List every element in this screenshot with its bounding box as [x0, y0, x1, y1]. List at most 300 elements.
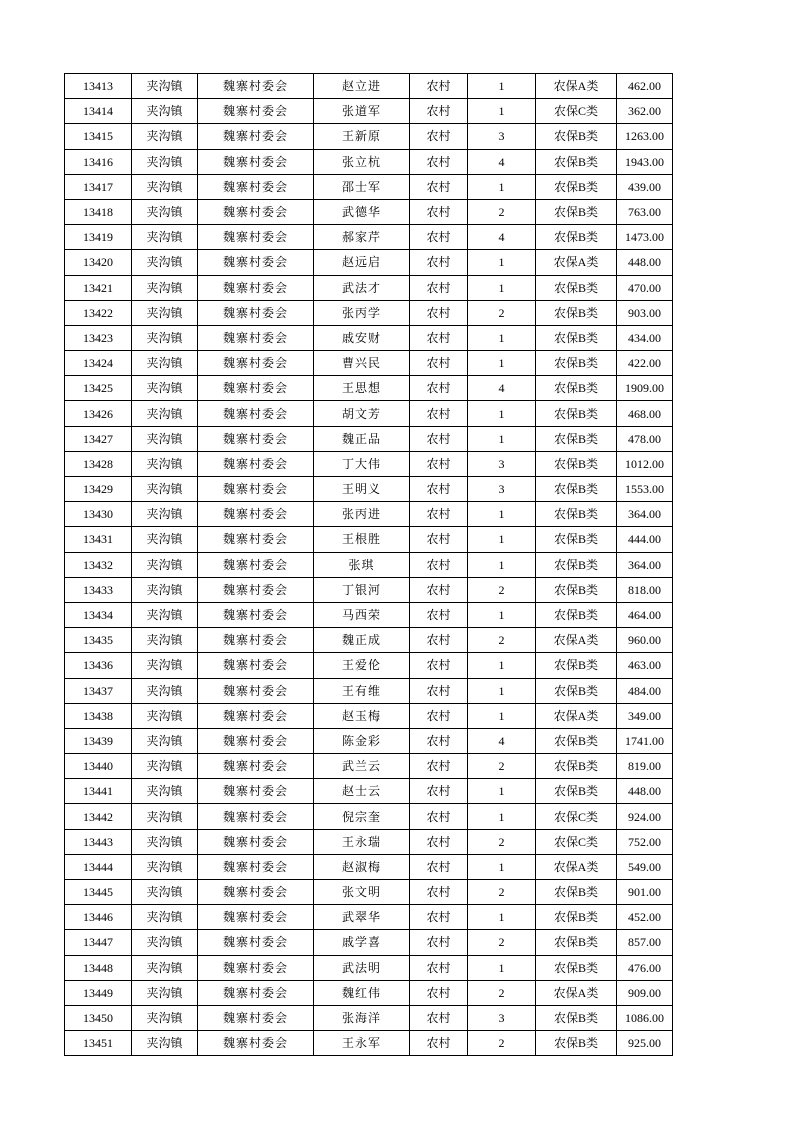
cell-category: 农保B类: [536, 930, 617, 955]
cell-category: 农保A类: [536, 74, 617, 99]
cell-count: 1: [468, 602, 536, 627]
cell-name: 丁大伟: [314, 451, 410, 476]
cell-amount: 1086.00: [617, 1005, 673, 1030]
cell-type: 农村: [410, 401, 468, 426]
cell-count: 2: [468, 300, 536, 325]
cell-category: 农保B类: [536, 275, 617, 300]
cell-name: 王爱伦: [314, 653, 410, 678]
cell-amount: 1741.00: [617, 728, 673, 753]
cell-name: 魏红伟: [314, 980, 410, 1005]
table-row: [65, 174, 673, 199]
cell-amount: 909.00: [617, 980, 673, 1005]
cell-amount: 901.00: [617, 880, 673, 905]
cell-category: 农保A类: [536, 628, 617, 653]
cell-town: 夹沟镇: [132, 225, 198, 250]
table-body: [65, 74, 673, 1056]
cell-id: 13425: [65, 376, 132, 401]
cell-count: 2: [468, 980, 536, 1005]
cell-type: 农村: [410, 779, 468, 804]
cell-category: 农保B类: [536, 905, 617, 930]
table-row: [65, 552, 673, 577]
table-row: [65, 199, 673, 224]
cell-type: 农村: [410, 829, 468, 854]
table-row: [65, 754, 673, 779]
cell-village: 魏寨村委会: [198, 250, 314, 275]
cell-village: 魏寨村委会: [198, 275, 314, 300]
cell-amount: 452.00: [617, 905, 673, 930]
cell-count: 2: [468, 1031, 536, 1056]
cell-amount: 1943.00: [617, 149, 673, 174]
cell-count: 3: [468, 124, 536, 149]
table-row: [65, 74, 673, 99]
cell-name: 马西荣: [314, 602, 410, 627]
cell-village: 魏寨村委会: [198, 703, 314, 728]
cell-count: 4: [468, 149, 536, 174]
cell-town: 夹沟镇: [132, 754, 198, 779]
cell-name: 陈金彩: [314, 728, 410, 753]
cell-category: 农保C类: [536, 99, 617, 124]
cell-town: 夹沟镇: [132, 426, 198, 451]
cell-count: 1: [468, 401, 536, 426]
table-row: [65, 980, 673, 1005]
cell-town: 夹沟镇: [132, 149, 198, 174]
cell-name: 武法才: [314, 275, 410, 300]
cell-category: 农保B类: [536, 653, 617, 678]
cell-town: 夹沟镇: [132, 401, 198, 426]
table-row: [65, 829, 673, 854]
cell-village: 魏寨村委会: [198, 552, 314, 577]
cell-count: 1: [468, 426, 536, 451]
cell-id: 13431: [65, 527, 132, 552]
cell-town: 夹沟镇: [132, 577, 198, 602]
cell-id: 13446: [65, 905, 132, 930]
cell-id: 13429: [65, 477, 132, 502]
cell-village: 魏寨村委会: [198, 225, 314, 250]
cell-name: 赵玉梅: [314, 703, 410, 728]
table-row: [65, 653, 673, 678]
cell-town: 夹沟镇: [132, 477, 198, 502]
cell-amount: 434.00: [617, 325, 673, 350]
cell-town: 夹沟镇: [132, 804, 198, 829]
cell-id: 13448: [65, 955, 132, 980]
cell-village: 魏寨村委会: [198, 779, 314, 804]
cell-id: 13416: [65, 149, 132, 174]
cell-name: 张道军: [314, 99, 410, 124]
cell-village: 魏寨村委会: [198, 124, 314, 149]
cell-name: 郝家芹: [314, 225, 410, 250]
table-row: [65, 351, 673, 376]
cell-village: 魏寨村委会: [198, 74, 314, 99]
cell-category: 农保B类: [536, 678, 617, 703]
cell-village: 魏寨村委会: [198, 451, 314, 476]
cell-id: 13428: [65, 451, 132, 476]
cell-village: 魏寨村委会: [198, 502, 314, 527]
cell-town: 夹沟镇: [132, 451, 198, 476]
cell-town: 夹沟镇: [132, 678, 198, 703]
cell-name: 张丙进: [314, 502, 410, 527]
cell-type: 农村: [410, 728, 468, 753]
cell-village: 魏寨村委会: [198, 199, 314, 224]
cell-category: 农保B类: [536, 754, 617, 779]
cell-count: 1: [468, 678, 536, 703]
table-row: [65, 854, 673, 879]
cell-type: 农村: [410, 74, 468, 99]
table-row: [65, 1005, 673, 1030]
cell-count: 2: [468, 199, 536, 224]
cell-type: 农村: [410, 477, 468, 502]
cell-count: 2: [468, 754, 536, 779]
cell-category: 农保B类: [536, 351, 617, 376]
cell-village: 魏寨村委会: [198, 955, 314, 980]
cell-name: 赵立进: [314, 74, 410, 99]
cell-type: 农村: [410, 275, 468, 300]
cell-type: 农村: [410, 678, 468, 703]
cell-type: 农村: [410, 703, 468, 728]
cell-id: 13451: [65, 1031, 132, 1056]
cell-category: 农保B类: [536, 1005, 617, 1030]
table-row: [65, 502, 673, 527]
cell-count: 1: [468, 250, 536, 275]
cell-id: 13441: [65, 779, 132, 804]
cell-name: 丁银河: [314, 577, 410, 602]
cell-name: 张文明: [314, 880, 410, 905]
cell-type: 农村: [410, 124, 468, 149]
cell-amount: 362.00: [617, 99, 673, 124]
cell-amount: 349.00: [617, 703, 673, 728]
cell-id: 13418: [65, 199, 132, 224]
cell-amount: 903.00: [617, 300, 673, 325]
cell-id: 13449: [65, 980, 132, 1005]
cell-name: 魏正成: [314, 628, 410, 653]
cell-town: 夹沟镇: [132, 602, 198, 627]
cell-town: 夹沟镇: [132, 325, 198, 350]
cell-type: 农村: [410, 653, 468, 678]
cell-name: 戚学喜: [314, 930, 410, 955]
cell-id: 13434: [65, 602, 132, 627]
cell-category: 农保A类: [536, 703, 617, 728]
cell-count: 2: [468, 829, 536, 854]
cell-name: 王新原: [314, 124, 410, 149]
cell-id: 13440: [65, 754, 132, 779]
cell-id: 13420: [65, 250, 132, 275]
cell-name: 胡文芳: [314, 401, 410, 426]
table-row: [65, 703, 673, 728]
cell-amount: 752.00: [617, 829, 673, 854]
cell-name: 王永瑞: [314, 829, 410, 854]
cell-category: 农保B类: [536, 451, 617, 476]
cell-town: 夹沟镇: [132, 779, 198, 804]
cell-village: 魏寨村委会: [198, 829, 314, 854]
cell-type: 农村: [410, 955, 468, 980]
table-row: [65, 401, 673, 426]
table-row: [65, 804, 673, 829]
cell-count: 2: [468, 628, 536, 653]
cell-town: 夹沟镇: [132, 300, 198, 325]
table-row: [65, 451, 673, 476]
cell-category: 农保B类: [536, 728, 617, 753]
cell-name: 倪宗奎: [314, 804, 410, 829]
cell-village: 魏寨村委会: [198, 149, 314, 174]
cell-amount: 422.00: [617, 351, 673, 376]
cell-amount: 857.00: [617, 930, 673, 955]
table-row: [65, 225, 673, 250]
cell-count: 1: [468, 74, 536, 99]
cell-category: 农保A类: [536, 250, 617, 275]
cell-name: 武翠华: [314, 905, 410, 930]
cell-town: 夹沟镇: [132, 703, 198, 728]
cell-village: 魏寨村委会: [198, 174, 314, 199]
cell-type: 农村: [410, 804, 468, 829]
cell-id: 13435: [65, 628, 132, 653]
table-row: [65, 880, 673, 905]
cell-id: 13419: [65, 225, 132, 250]
cell-count: 1: [468, 804, 536, 829]
cell-town: 夹沟镇: [132, 854, 198, 879]
cell-count: 2: [468, 880, 536, 905]
cell-amount: 925.00: [617, 1031, 673, 1056]
cell-count: 3: [468, 1005, 536, 1030]
cell-count: 3: [468, 451, 536, 476]
cell-village: 魏寨村委会: [198, 351, 314, 376]
cell-town: 夹沟镇: [132, 174, 198, 199]
cell-amount: 484.00: [617, 678, 673, 703]
cell-category: 农保C类: [536, 829, 617, 854]
cell-village: 魏寨村委会: [198, 628, 314, 653]
cell-town: 夹沟镇: [132, 199, 198, 224]
cell-amount: 1263.00: [617, 124, 673, 149]
cell-count: 1: [468, 779, 536, 804]
table-row: [65, 905, 673, 930]
cell-amount: 364.00: [617, 552, 673, 577]
cell-village: 魏寨村委会: [198, 602, 314, 627]
cell-type: 农村: [410, 99, 468, 124]
cell-id: 13433: [65, 577, 132, 602]
table-row: [65, 149, 673, 174]
cell-town: 夹沟镇: [132, 502, 198, 527]
cell-id: 13445: [65, 880, 132, 905]
cell-village: 魏寨村委会: [198, 880, 314, 905]
cell-town: 夹沟镇: [132, 1031, 198, 1056]
cell-village: 魏寨村委会: [198, 728, 314, 753]
cell-category: 农保C类: [536, 804, 617, 829]
cell-count: 1: [468, 854, 536, 879]
cell-count: 1: [468, 502, 536, 527]
cell-village: 魏寨村委会: [198, 1005, 314, 1030]
cell-type: 农村: [410, 426, 468, 451]
cell-type: 农村: [410, 149, 468, 174]
cell-amount: 462.00: [617, 74, 673, 99]
cell-village: 魏寨村委会: [198, 754, 314, 779]
cell-amount: 1553.00: [617, 477, 673, 502]
cell-town: 夹沟镇: [132, 124, 198, 149]
cell-town: 夹沟镇: [132, 527, 198, 552]
cell-amount: 470.00: [617, 275, 673, 300]
cell-town: 夹沟镇: [132, 980, 198, 1005]
cell-town: 夹沟镇: [132, 74, 198, 99]
cell-amount: 448.00: [617, 779, 673, 804]
cell-type: 农村: [410, 325, 468, 350]
cell-name: 张琪: [314, 552, 410, 577]
cell-id: 13438: [65, 703, 132, 728]
cell-count: 1: [468, 174, 536, 199]
cell-name: 曹兴民: [314, 351, 410, 376]
cell-name: 赵士云: [314, 779, 410, 804]
cell-id: 13430: [65, 502, 132, 527]
cell-id: 13432: [65, 552, 132, 577]
cell-count: 1: [468, 552, 536, 577]
cell-count: 1: [468, 653, 536, 678]
cell-category: 农保B类: [536, 1031, 617, 1056]
cell-village: 魏寨村委会: [198, 325, 314, 350]
table-row: [65, 477, 673, 502]
cell-id: 13444: [65, 854, 132, 879]
cell-town: 夹沟镇: [132, 653, 198, 678]
cell-type: 农村: [410, 930, 468, 955]
table-row: [65, 678, 673, 703]
cell-village: 魏寨村委会: [198, 477, 314, 502]
cell-town: 夹沟镇: [132, 880, 198, 905]
cell-amount: 924.00: [617, 804, 673, 829]
cell-category: 农保B类: [536, 527, 617, 552]
cell-type: 农村: [410, 1031, 468, 1056]
cell-town: 夹沟镇: [132, 376, 198, 401]
cell-count: 1: [468, 351, 536, 376]
cell-type: 农村: [410, 199, 468, 224]
cell-name: 戚安财: [314, 325, 410, 350]
cell-village: 魏寨村委会: [198, 653, 314, 678]
cell-amount: 464.00: [617, 602, 673, 627]
cell-category: 农保B类: [536, 174, 617, 199]
cell-type: 农村: [410, 628, 468, 653]
cell-type: 农村: [410, 351, 468, 376]
cell-category: 农保B类: [536, 199, 617, 224]
cell-type: 农村: [410, 854, 468, 879]
cell-town: 夹沟镇: [132, 728, 198, 753]
cell-type: 农村: [410, 502, 468, 527]
cell-type: 农村: [410, 250, 468, 275]
table-row: [65, 325, 673, 350]
cell-amount: 763.00: [617, 199, 673, 224]
cell-town: 夹沟镇: [132, 250, 198, 275]
cell-type: 农村: [410, 602, 468, 627]
cell-town: 夹沟镇: [132, 955, 198, 980]
cell-category: 农保B类: [536, 426, 617, 451]
cell-town: 夹沟镇: [132, 275, 198, 300]
cell-type: 农村: [410, 880, 468, 905]
cell-category: 农保B类: [536, 149, 617, 174]
table-row: [65, 300, 673, 325]
cell-id: 13436: [65, 653, 132, 678]
cell-village: 魏寨村委会: [198, 577, 314, 602]
cell-amount: 468.00: [617, 401, 673, 426]
cell-town: 夹沟镇: [132, 829, 198, 854]
table-row: [65, 930, 673, 955]
cell-town: 夹沟镇: [132, 552, 198, 577]
cell-amount: 960.00: [617, 628, 673, 653]
cell-count: 4: [468, 728, 536, 753]
cell-name: 武德华: [314, 199, 410, 224]
cell-name: 武兰云: [314, 754, 410, 779]
cell-category: 农保B类: [536, 779, 617, 804]
cell-category: 农保B类: [536, 325, 617, 350]
cell-id: 13414: [65, 99, 132, 124]
cell-name: 王思想: [314, 376, 410, 401]
cell-village: 魏寨村委会: [198, 376, 314, 401]
cell-amount: 549.00: [617, 854, 673, 879]
cell-count: 1: [468, 703, 536, 728]
cell-category: 农保B类: [536, 376, 617, 401]
cell-name: 王有维: [314, 678, 410, 703]
cell-count: 1: [468, 905, 536, 930]
cell-town: 夹沟镇: [132, 628, 198, 653]
cell-village: 魏寨村委会: [198, 99, 314, 124]
cell-id: 13423: [65, 325, 132, 350]
cell-type: 农村: [410, 376, 468, 401]
cell-name: 张立杭: [314, 149, 410, 174]
cell-count: 1: [468, 955, 536, 980]
cell-count: 1: [468, 99, 536, 124]
cell-village: 魏寨村委会: [198, 930, 314, 955]
cell-id: 13427: [65, 426, 132, 451]
cell-town: 夹沟镇: [132, 1005, 198, 1030]
cell-name: 王明义: [314, 477, 410, 502]
cell-town: 夹沟镇: [132, 905, 198, 930]
cell-count: 4: [468, 225, 536, 250]
cell-id: 13443: [65, 829, 132, 854]
cell-village: 魏寨村委会: [198, 401, 314, 426]
cell-name: 张丙学: [314, 300, 410, 325]
cell-type: 农村: [410, 1005, 468, 1030]
cell-name: 王根胜: [314, 527, 410, 552]
cell-village: 魏寨村委会: [198, 678, 314, 703]
records-table: [64, 73, 673, 1056]
cell-category: 农保B类: [536, 401, 617, 426]
cell-town: 夹沟镇: [132, 99, 198, 124]
table-row: [65, 376, 673, 401]
cell-id: 13424: [65, 351, 132, 376]
cell-id: 13447: [65, 930, 132, 955]
cell-amount: 439.00: [617, 174, 673, 199]
cell-name: 武法明: [314, 955, 410, 980]
cell-type: 农村: [410, 552, 468, 577]
cell-category: 农保B类: [536, 225, 617, 250]
cell-type: 农村: [410, 527, 468, 552]
cell-count: 3: [468, 477, 536, 502]
cell-amount: 819.00: [617, 754, 673, 779]
table-row: [65, 1031, 673, 1056]
table-row: [65, 602, 673, 627]
table-row: [65, 577, 673, 602]
cell-category: 农保A类: [536, 854, 617, 879]
cell-id: 13426: [65, 401, 132, 426]
cell-id: 13439: [65, 728, 132, 753]
table-row: [65, 728, 673, 753]
cell-category: 农保A类: [536, 980, 617, 1005]
cell-category: 农保B类: [536, 552, 617, 577]
table-row: [65, 779, 673, 804]
cell-category: 农保B类: [536, 577, 617, 602]
cell-village: 魏寨村委会: [198, 300, 314, 325]
table-row: [65, 124, 673, 149]
cell-count: 1: [468, 325, 536, 350]
cell-amount: 1012.00: [617, 451, 673, 476]
cell-type: 农村: [410, 451, 468, 476]
table-row: [65, 527, 673, 552]
cell-count: 1: [468, 275, 536, 300]
cell-amount: 444.00: [617, 527, 673, 552]
cell-village: 魏寨村委会: [198, 804, 314, 829]
cell-amount: 476.00: [617, 955, 673, 980]
